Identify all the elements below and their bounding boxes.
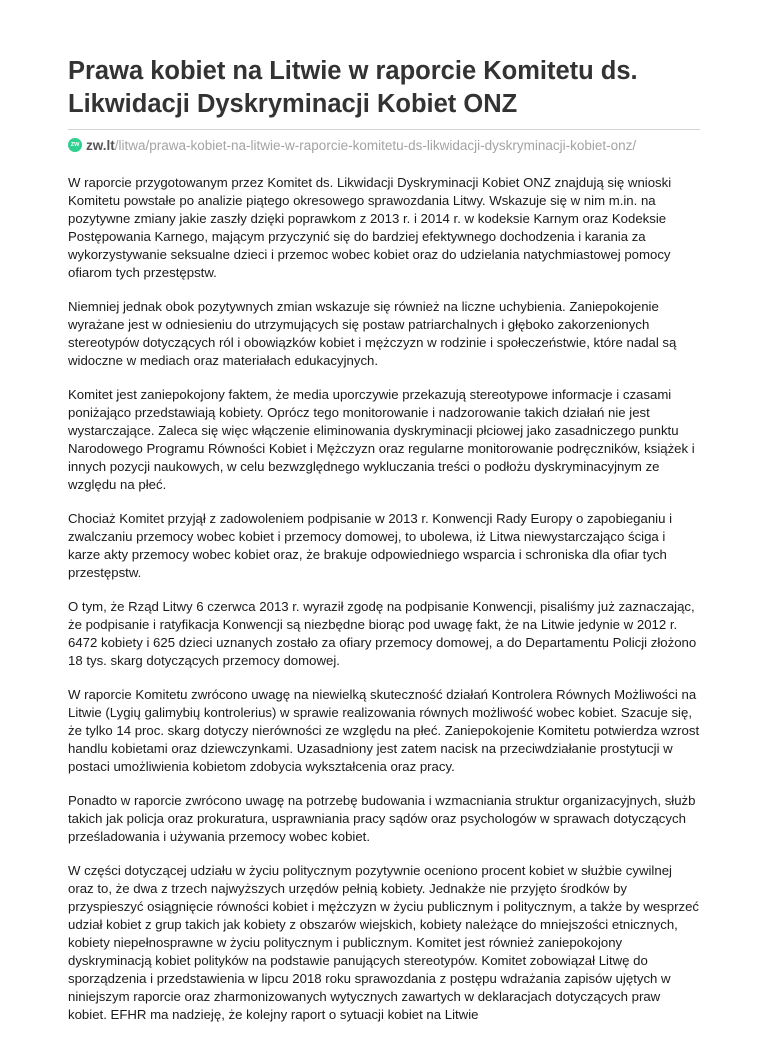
- page-title: Prawa kobiet na Litwie w raporcie Komitetu ds. Likwidacji Dyskryminacji Kobiet ONZ: [68, 57, 638, 118]
- paragraph: W raporcie Komitetu zwrócono uwagę na niewielką skuteczność działań Kontrolera Równych Możliwości na Litwie (Lygių galimybių kontrolerius) w sprawie realizowania równych możliwość wobec kobiet. Szacuje się, że tylko 14 proc. skarg dotyczy nierówności ze względu na płeć. Zaniepokojenie Komitetu potwierdza wzrost handlu kobietami oraz dziewczynkami. Uzasadniony jest zatem nacisk na przeciwdziałanie prostytucji w postaci umożliwienia kobietom zdobycia wykształcenia oraz pracy.: [68, 687, 700, 774]
- site-favicon-icon: ZW: [68, 138, 82, 152]
- paragraph: O tym, że Rząd Litwy 6 czerwca 2013 r. wyraził zgodę na podpisanie Konwencji, pisaliśmy już zaznaczając, że podpisanie i ratyfikacja Konwencji są niezbędne biorąc pod uwagę fakt, że na Litwie jedynie w 2012 r. 6472 kobiety i 625 dzieci uznanych zostało za ofiary przemocy domowej, a do Departamentu Policji złożono 18 tys. skarg dotyczących przemocy domowej.: [68, 599, 697, 668]
- paragraph: Niemniej jednak obok pozytywnych zmian wskazuje się również na liczne uchybienia. Zaniepokojenie wyrażane jest w odniesieniu do utrzymujących się postaw patriarchalnych i głęboko zakorzenionych stereotypów dotyczących ról i obowiązków kobiet i mężczyzn w rodzinie i społeczeństwie, które nadal są widoczne w mediach oraz materiałach edukacyjnych.: [68, 299, 677, 368]
- source-link[interactable]: [68, 136, 700, 154]
- paragraph: W raporcie przygotowanym przez Komitet ds. Likwidacji Dyskryminacji Kobiet ONZ znajdują się wnioski Komitetu powstałe po analizie piątego okresowego sprawozdania Litwy. Wskazuje się w nim m.in. na pozytywne zmiany jakie zaszły dzięki poprawkom z 2013 r. i 2014 r. w kodeksie Karnym oraz Kodeksie Postępowania Karnego, mającym przyczynić się do bardziej efektywnego dochodzenia i karania za wykorzystywanie seksualne dzieci i przemoc wobec kobiet oraz do udzielania natychmiastowej pomocy ofiarom tych przestępstw.: [68, 175, 672, 280]
- document-page: [68, 0, 700, 1040]
- source-domain[interactable]: zw.lt: [86, 137, 115, 153]
- paragraph: Chociaż Komitet przyjął z zadowoleniem podpisanie w 2013 r. Konwencji Rady Europy o zapobieganiu i zwalczaniu przemocy wobec kobiet i przemocy domowej, to ubolewa, iż Litwa niewystarczająco ściga i karze akty przemocy wobec kobiet oraz, że brakuje odpowiedniego wsparcia i schroniska dla ofiar tych przestępstw.: [68, 511, 673, 580]
- source-path[interactable]: /litwa/prawa-kobiet-na-litwie-w-raporcie-komitetu-ds-likwidacji-dyskryminacji-kobiet-onz/: [114, 137, 637, 153]
- title-divider: [68, 129, 700, 130]
- article-body: [68, 174, 700, 1024]
- paragraph: Komitet jest zaniepokojony faktem, że media uporczywie przekazują stereotypowe informacje i czasami poniżająco przedstawiają kobiety. Oprócz tego monitorowanie i nadzorowanie takich działań nie jest wystarczające. Zaleca się więc włączenie eliminowania dyskryminacji płciowej jako zasadniczego punktu Narodowego Programu Równości Kobiet i Mężczyzn oraz regularne monitorowanie podręczników, książek i innych pozycji naukowych, w celu bezwzględnego wykluczania treści o podłożu dyskryminacyjnym ze względu na płeć.: [68, 387, 695, 492]
- paragraph: W części dotyczącej udziału w życiu politycznym pozytywnie oceniono procent kobiet w służbie cywilnej oraz to, że dwa z trzech najwyższych urzędów pełnią kobiety. Jednakże nie przyjęto środków by przyspieszyć osiągnięcie równości kobiet i mężczyzn w życiu publicznym i politycznym, a także by wesprzeć udział kobiet z grup takich jak kobiety z obszarów wiejskich, kobiety należące do mniejszości etnicznych, kobiety niepełnosprawne w życiu politycznym i publicznym. Komitet jest również zaniepokojony dyskryminacją kobiet polityków na podstawie panujących stereotypów. Komitet zobowiązał Litwę do sporządzenia i przedstawienia w lipcu 2018 roku sprawozdania z postępu wdrażania zapisów ujętych w niniejszym raporcie oraz zharmonizowanych wytycznych zawartych w deklaracjach dotyczących praw kobiet. EFHR ma nadzieję, że kolejny raport o sytuacji kobiet na Litwie: [68, 863, 700, 1022]
- paragraph: Ponadto w raporcie zwrócono uwagę na potrzebę budowania i wzmacniania struktur organizacyjnych, służb takich jak policja oraz prokuratura, usprawniania pracy sądów oraz psychologów w sprawach dotyczących prześladowania i używania przemocy wobec kobiet.: [68, 793, 696, 844]
